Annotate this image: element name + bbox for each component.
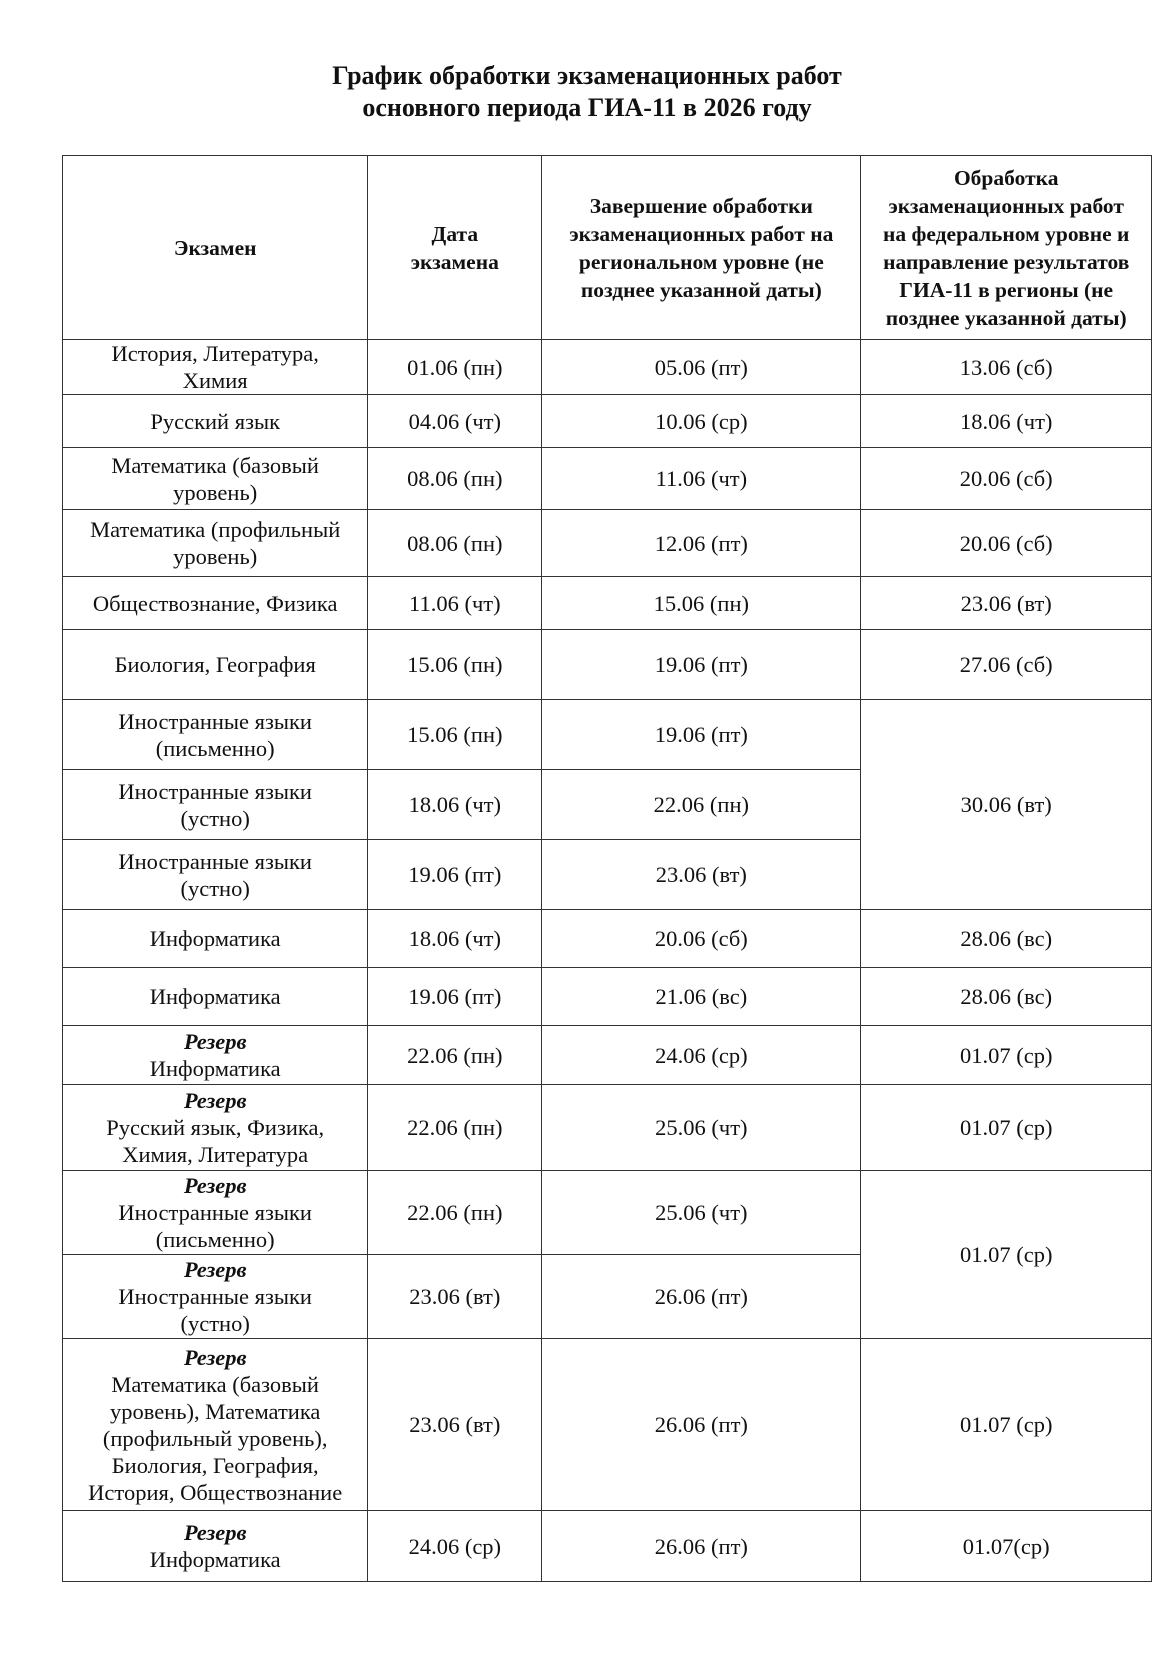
exam-cell (63, 510, 368, 577)
exam-cell (63, 448, 368, 510)
exam-date: 08.06 (пн) (368, 448, 542, 510)
exam-name: Иностранные языки (устно) (118, 778, 312, 831)
exam-date: 23.06 (вт) (368, 1339, 542, 1511)
reserve-label: Резерв (183, 1029, 247, 1054)
exam-cell (63, 1511, 368, 1582)
table-row (63, 1171, 1152, 1255)
exam-cell (63, 340, 368, 395)
reserve-label: Резерв (183, 1520, 247, 1545)
reserve-label: Резерв (183, 1088, 247, 1113)
header-exam: Экзамен (63, 156, 368, 340)
exam-date: 15.06 (пн) (368, 700, 542, 770)
exam-cell (63, 577, 368, 630)
exam-name: История, Литература, Химия (111, 341, 319, 393)
title-line-1: График обработки экзаменационных работ (332, 61, 842, 90)
table-row (63, 1026, 1152, 1085)
federal-date: 18.06 (чт) (861, 395, 1152, 448)
regional-date: 19.06 (пт) (542, 630, 861, 700)
federal-date-merged: 30.06 (вт) (861, 700, 1152, 910)
federal-date: 28.06 (вс) (861, 968, 1152, 1026)
exam-name: Информатика (149, 926, 281, 951)
regional-date: 12.06 (пт) (542, 510, 861, 577)
exam-name: Математика (базовый уровень) (111, 452, 319, 505)
table-row (63, 1511, 1152, 1582)
federal-date: 20.06 (сб) (861, 448, 1152, 510)
header-regional (542, 156, 861, 340)
regional-date: 24.06 (ср) (542, 1026, 861, 1085)
regional-date: 26.06 (пт) (542, 1339, 861, 1511)
exam-cell (63, 395, 368, 448)
exam-name: Иностранные языки (устно) (118, 1284, 312, 1336)
document-title (0, 60, 1174, 124)
regional-date: 05.06 (пт) (542, 340, 861, 395)
table-row (63, 630, 1152, 700)
exam-name: Иностранные языки (письменно) (118, 708, 312, 761)
table-row (63, 448, 1152, 510)
exam-name: Информатика (149, 984, 281, 1009)
table-row (63, 510, 1152, 577)
exam-cell (63, 1171, 368, 1255)
exam-cell (63, 700, 368, 770)
regional-date: 23.06 (вт) (542, 840, 861, 910)
exam-name: Информатика (149, 1547, 281, 1572)
federal-date: 27.06 (сб) (861, 630, 1152, 700)
reserve-label: Резерв (183, 1257, 247, 1282)
exam-name: Обществознание, Физика (92, 590, 338, 616)
reserve-label: Резерв (183, 1173, 247, 1198)
exam-cell (63, 770, 368, 840)
federal-date: 28.06 (вс) (861, 910, 1152, 968)
exam-name: Иностранные языки (письменно) (118, 1200, 312, 1252)
exam-cell (63, 1255, 368, 1339)
exam-date: 24.06 (ср) (368, 1511, 542, 1582)
table-row (63, 395, 1152, 448)
exam-cell (63, 1339, 368, 1511)
exam-name: Русский язык, Физика, Химия, Литература (106, 1115, 325, 1167)
federal-date-merged: 01.07 (ср) (861, 1171, 1152, 1339)
regional-date: 25.06 (чт) (542, 1085, 861, 1171)
regional-date: 15.06 (пн) (542, 577, 861, 630)
exam-schedule-table (62, 155, 1152, 1582)
table-row (63, 968, 1152, 1026)
header-regional-text: Завершение обработки экзаменационных работ на региональном уровне (не позднее указанной даты) (569, 193, 834, 302)
exam-name: Иностранные языки (устно) (118, 848, 312, 901)
federal-date: 23.06 (вт) (861, 577, 1152, 630)
regional-date: 22.06 (пн) (542, 770, 861, 840)
regional-date: 21.06 (вс) (542, 968, 861, 1026)
exam-date: 15.06 (пн) (368, 630, 542, 700)
federal-date: 01.07(ср) (861, 1511, 1152, 1582)
exam-date: 19.06 (пт) (368, 968, 542, 1026)
exam-cell (63, 1026, 368, 1085)
exam-name: Математика (базовый уровень), Математика (профильный уровень), Биология, География, История, Обществознание (88, 1371, 343, 1505)
exam-name: Русский язык (150, 408, 281, 434)
header-federal-text: Обработка экзаменационных работ на федеральном уровне и направление результатов ГИА-11 в регионы (не позднее указанной даты) (883, 165, 1130, 330)
exam-cell (63, 968, 368, 1026)
regional-date: 19.06 (пт) (542, 700, 861, 770)
exam-date: 08.06 (пн) (368, 510, 542, 577)
regional-date: 20.06 (сб) (542, 910, 861, 968)
regional-date: 26.06 (пт) (542, 1255, 861, 1339)
federal-date: 20.06 (сб) (861, 510, 1152, 577)
exam-date: 23.06 (вт) (368, 1255, 542, 1339)
regional-date: 26.06 (пт) (542, 1511, 861, 1582)
title-line-2: основного периода ГИА-11 в 2026 году (362, 93, 812, 122)
header-row (63, 156, 1152, 340)
exam-date: 18.06 (чт) (368, 910, 542, 968)
exam-date: 19.06 (пт) (368, 840, 542, 910)
exam-name: Математика (профильный уровень) (90, 517, 341, 569)
table-row (63, 1339, 1152, 1511)
exam-date: 11.06 (чт) (368, 577, 542, 630)
header-date (368, 156, 542, 340)
table-row (63, 910, 1152, 968)
header-date-text: Дата экзамена (410, 221, 499, 274)
exam-date: 01.06 (пн) (368, 340, 542, 395)
regional-date: 25.06 (чт) (542, 1171, 861, 1255)
federal-date: 01.07 (ср) (861, 1339, 1152, 1511)
regional-date: 10.06 (ср) (542, 395, 861, 448)
federal-date: 01.07 (ср) (861, 1026, 1152, 1085)
reserve-label: Резерв (183, 1344, 247, 1370)
regional-date: 11.06 (чт) (542, 448, 861, 510)
exam-cell (63, 630, 368, 700)
table-row (63, 700, 1152, 770)
exam-date: 04.06 (чт) (368, 395, 542, 448)
exam-name: Информатика (149, 1056, 281, 1081)
exam-date: 22.06 (пн) (368, 1171, 542, 1255)
exam-cell (63, 1085, 368, 1171)
exam-name: Биология, География (114, 652, 316, 677)
exam-date: 18.06 (чт) (368, 770, 542, 840)
header-federal (861, 156, 1152, 340)
exam-date: 22.06 (пн) (368, 1085, 542, 1171)
federal-date: 13.06 (сб) (861, 340, 1152, 395)
exam-cell (63, 910, 368, 968)
federal-date: 01.07 (ср) (861, 1085, 1152, 1171)
table-row (63, 577, 1152, 630)
exam-cell (63, 840, 368, 910)
table-row (63, 340, 1152, 395)
table-row (63, 1085, 1152, 1171)
exam-date: 22.06 (пн) (368, 1026, 542, 1085)
